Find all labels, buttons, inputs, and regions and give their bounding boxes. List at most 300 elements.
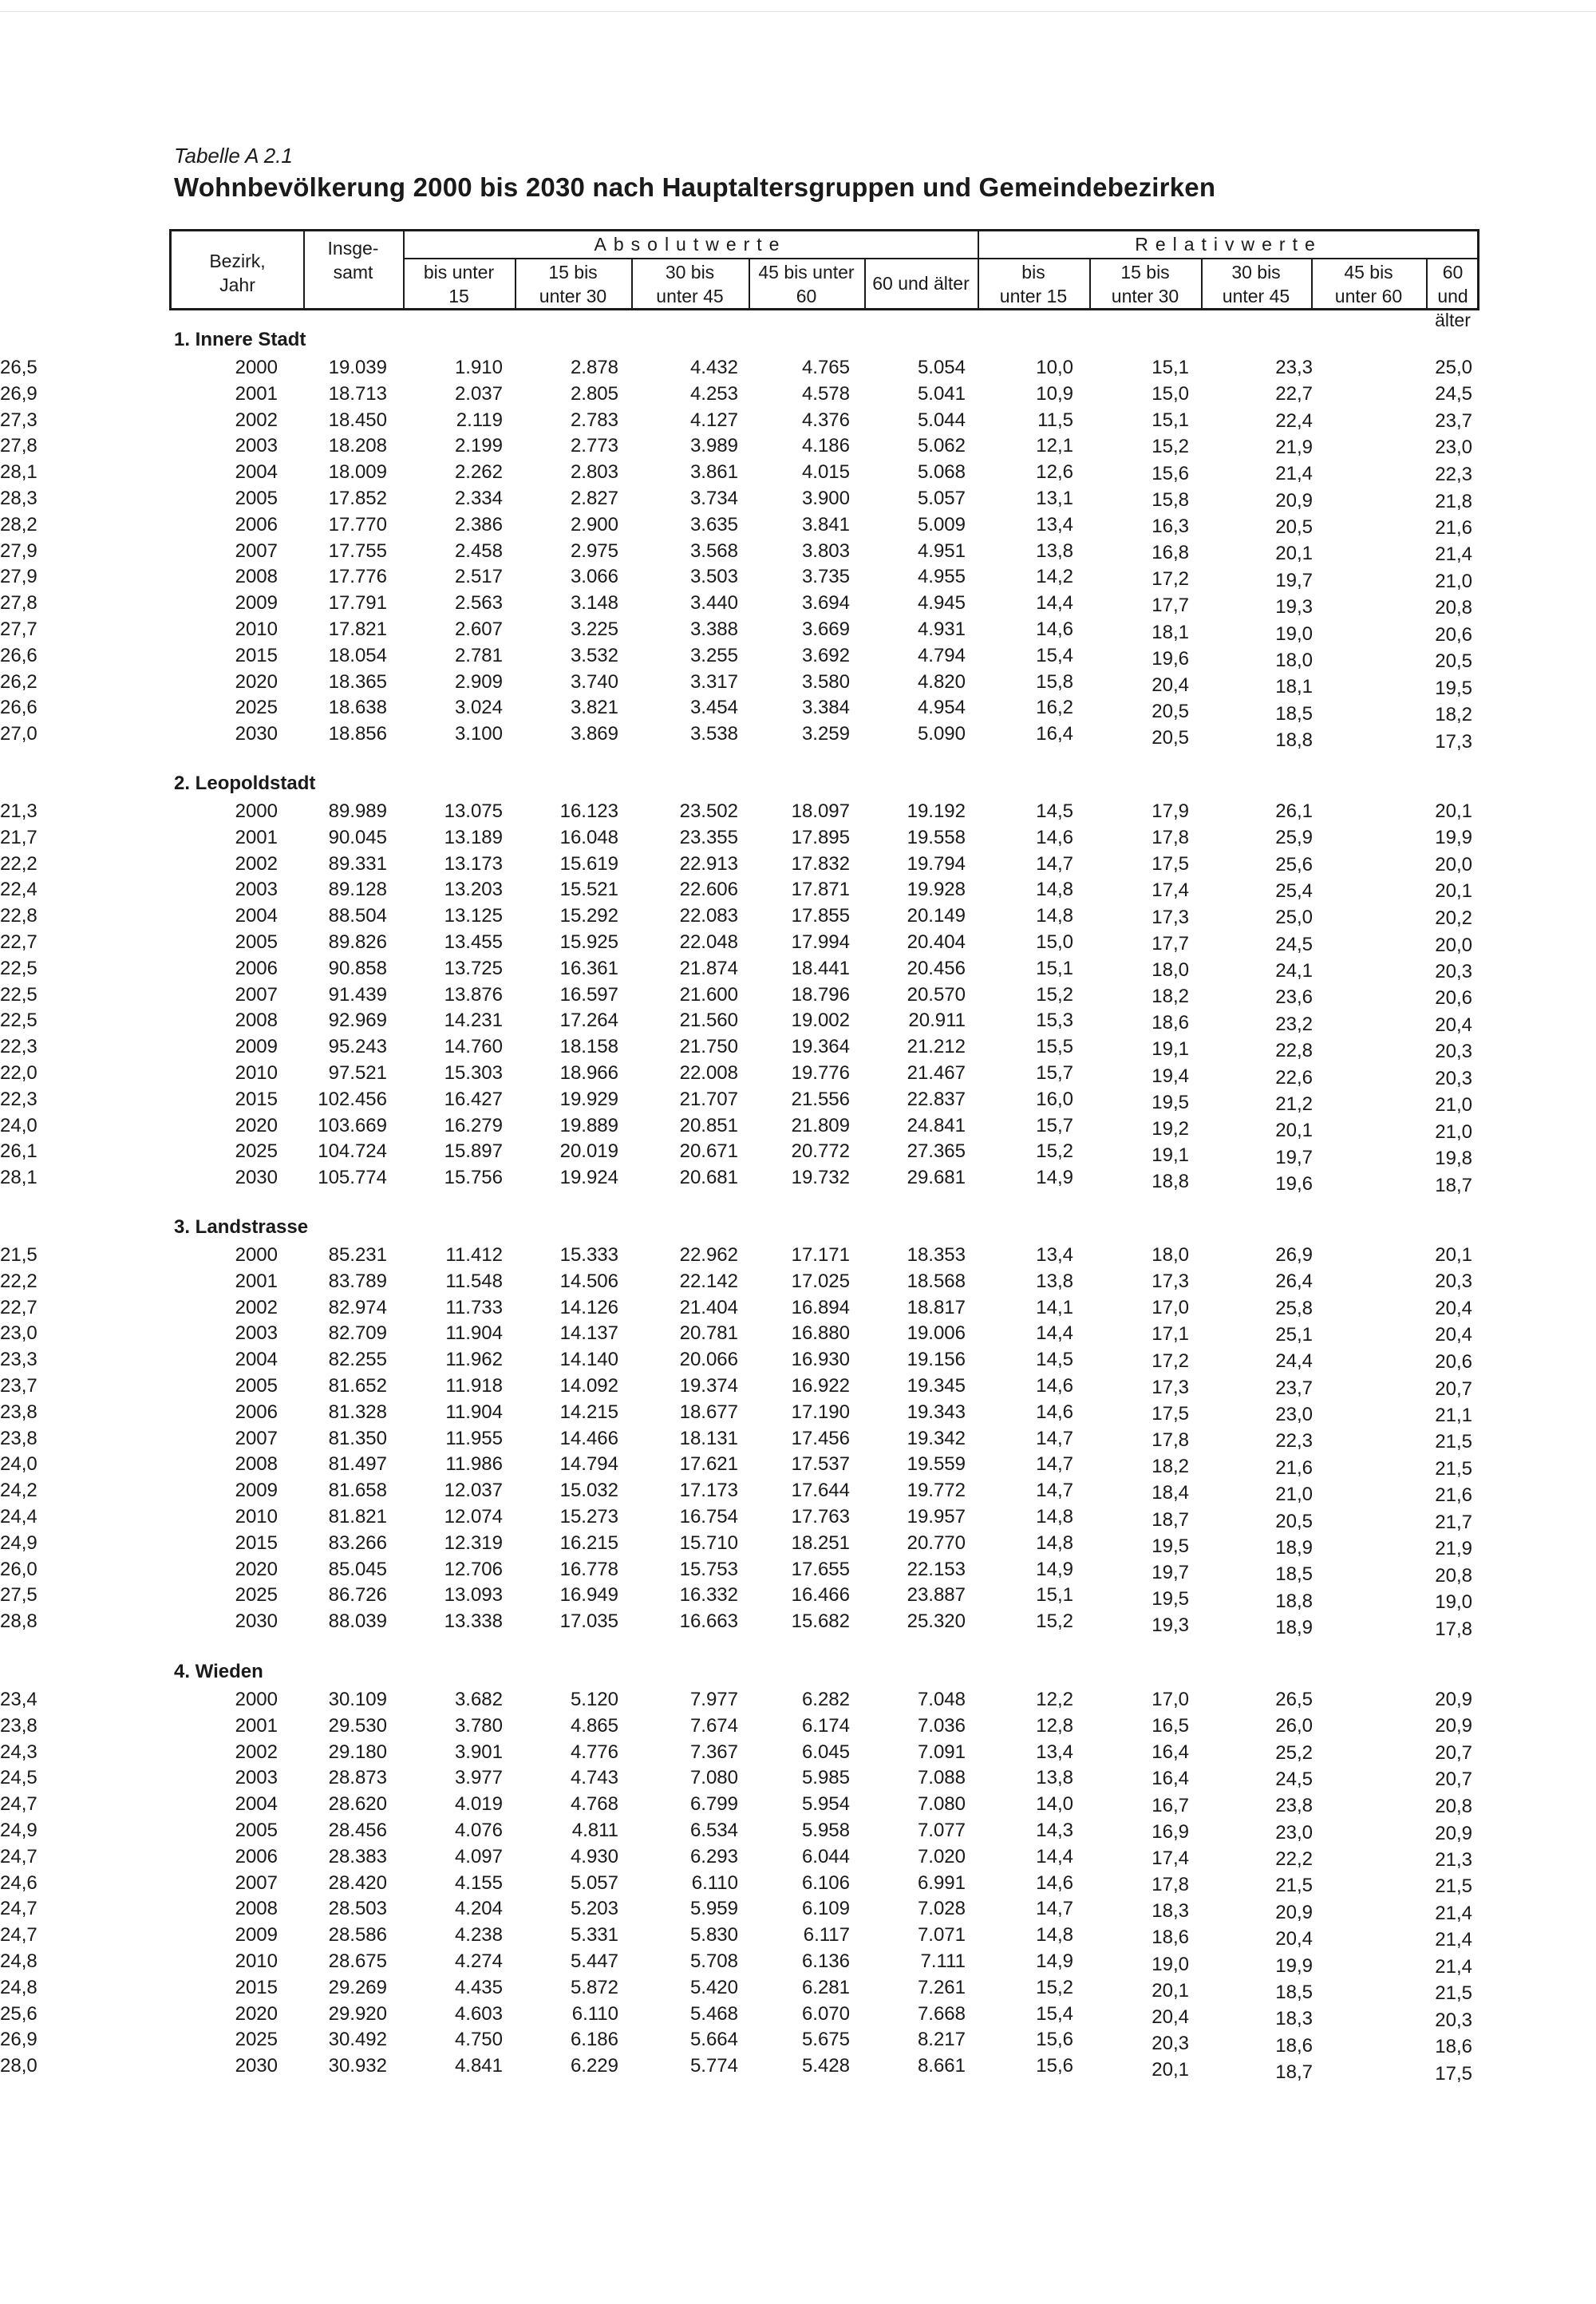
table-cell: 18,2 xyxy=(1435,704,1472,726)
cell-year: 2001 xyxy=(235,1714,278,1737)
table-cell: 21,0 xyxy=(1435,570,1472,592)
table-cell: 15,2 xyxy=(1036,1976,1073,1998)
table-cell: 20,1 xyxy=(1152,2059,1189,2081)
table-cell: 15.753 xyxy=(679,1558,738,1580)
table-cell: 15.521 xyxy=(559,879,618,901)
table-cell: 6.229 xyxy=(570,2055,618,2077)
table-cell: 6.070 xyxy=(801,2002,850,2025)
table-cell: 15,7 xyxy=(1036,1062,1073,1084)
table-cell: 18.966 xyxy=(559,1062,618,1084)
table-row xyxy=(0,1271,1596,1297)
table-cell: 15,0 xyxy=(1152,383,1189,405)
table-cell: 11.986 xyxy=(445,1453,503,1476)
table-cell: 19,5 xyxy=(1152,1535,1189,1557)
table-cell: 28.620 xyxy=(328,1793,387,1816)
table-cell: 15,8 xyxy=(1152,488,1189,511)
table-cell: 18,0 xyxy=(1275,649,1313,671)
table-cell: 3.734 xyxy=(689,488,738,509)
table-cell: 19,7 xyxy=(1152,1561,1189,1583)
table-cell: 15,1 xyxy=(1152,357,1189,378)
table-row xyxy=(0,800,1596,827)
table-cell: 3.580 xyxy=(801,670,850,693)
table-cell: 8.217 xyxy=(917,2029,966,2051)
table-cell: 13,8 xyxy=(1036,539,1073,562)
table-cell: 19,3 xyxy=(1275,596,1313,618)
table-cell: 17.537 xyxy=(791,1453,850,1476)
table-row xyxy=(0,1010,1596,1036)
table-cell: 4.019 xyxy=(454,1793,503,1816)
table-cell: 21,4 xyxy=(1435,1929,1472,1951)
table-cell: 15,8 xyxy=(1036,670,1073,693)
table-cell: 21,1 xyxy=(1435,1404,1472,1426)
table-cell: 13.455 xyxy=(444,931,503,953)
table-cell: 17.171 xyxy=(791,1244,850,1266)
table-cell: 18.441 xyxy=(791,957,850,979)
table-cell: 4.930 xyxy=(570,1845,618,1867)
table-cell: 14.215 xyxy=(559,1401,618,1423)
table-cell: 19.732 xyxy=(791,1167,850,1189)
table-row xyxy=(0,1062,1596,1089)
table-cell: 20,1 xyxy=(1435,1244,1472,1266)
table-cell: 18,1 xyxy=(1152,621,1189,643)
table-cell: 7.367 xyxy=(689,1741,738,1763)
table-cell: 3.821 xyxy=(570,697,618,719)
table-cell: 24,5 xyxy=(1275,933,1313,955)
table-cell: 19,2 xyxy=(1152,1117,1189,1140)
table-cell: 19.924 xyxy=(559,1167,618,1189)
table-cell: 15.897 xyxy=(444,1140,503,1163)
table-cell: 21,6 xyxy=(1435,516,1472,539)
table-cell: 4.841 xyxy=(454,2055,503,2077)
table-cell: 6.991 xyxy=(917,1871,966,1894)
table-cell: 29.920 xyxy=(328,2002,387,2025)
table-cell: 7.091 xyxy=(917,1741,966,1763)
table-row xyxy=(0,1244,1596,1271)
table-cell: 19.364 xyxy=(791,1036,850,1058)
table-cell: 20.671 xyxy=(679,1140,738,1163)
table-row xyxy=(0,1584,1596,1614)
table-cell: 95.243 xyxy=(328,1036,387,1058)
table-cell: 14.137 xyxy=(559,1322,618,1345)
table-cell: 82.709 xyxy=(328,1322,387,1345)
table-cell: 16.048 xyxy=(559,826,618,848)
table-cell: 13,1 xyxy=(1036,488,1073,509)
table-cell: 24,6 xyxy=(0,1871,38,1894)
scan-edge-line xyxy=(0,11,1596,12)
table-cell: 3.100 xyxy=(454,723,503,745)
table-cell: 4.945 xyxy=(917,592,966,615)
table-cell: 104.724 xyxy=(318,1140,387,1163)
table-cell: 5.420 xyxy=(689,1976,738,1998)
table-cell: 105.774 xyxy=(318,1167,387,1189)
table-cell: 18,9 xyxy=(1275,1616,1313,1638)
table-cell: 21,4 xyxy=(1435,1956,1472,1978)
table-cell: 20,3 xyxy=(1435,1271,1472,1293)
table-cell: 27,8 xyxy=(0,592,38,615)
table-cell: 26,9 xyxy=(0,382,38,405)
header-absolutwerte: Absolutwerte xyxy=(594,234,787,255)
table-cell: 2.262 xyxy=(454,461,503,484)
table-cell: 22,8 xyxy=(0,905,38,927)
table-cell: 7.080 xyxy=(689,1767,738,1789)
table-cell: 21.556 xyxy=(791,1088,850,1110)
table-cell: 6.117 xyxy=(803,1924,850,1946)
table-cell: 20.681 xyxy=(679,1167,738,1189)
district-heading: 3. Landstrasse xyxy=(174,1216,309,1238)
table-cell: 3.532 xyxy=(570,644,618,666)
table-cell: 17,3 xyxy=(1435,730,1472,753)
table-cell: 20,4 xyxy=(1435,1297,1472,1319)
table-cell: 19,5 xyxy=(1152,1587,1189,1610)
table-cell: 23,0 xyxy=(1435,437,1472,459)
table-cell: 22,5 xyxy=(0,983,38,1006)
table-row xyxy=(0,2003,1596,2029)
table-cell: 21,4 xyxy=(1435,543,1472,566)
table-cell: 30.109 xyxy=(328,1689,387,1710)
table-cell: 18,0 xyxy=(1152,1244,1189,1266)
table-cell: 17,2 xyxy=(1152,568,1189,591)
table-cell: 21,5 xyxy=(1435,1457,1472,1480)
cell-year: 2020 xyxy=(235,1114,278,1136)
table-cell: 3.861 xyxy=(689,461,738,484)
table-cell: 18.353 xyxy=(907,1244,966,1266)
table-cell: 17,3 xyxy=(1152,1271,1189,1293)
table-cell: 27.365 xyxy=(907,1140,966,1163)
table-cell: 89.989 xyxy=(328,800,387,822)
table-cell: 17.832 xyxy=(791,852,850,875)
table-cell: 21,5 xyxy=(1435,1431,1472,1453)
table-cell: 88.504 xyxy=(328,905,387,927)
table-cell: 2.803 xyxy=(570,461,618,484)
table-cell: 19,9 xyxy=(1275,1954,1313,1977)
table-cell: 3.384 xyxy=(801,697,850,719)
table-cell: 2.783 xyxy=(570,409,618,431)
table-cell: 3.869 xyxy=(570,723,618,745)
table-cell: 18,5 xyxy=(1275,1563,1313,1586)
table-cell: 24,7 xyxy=(0,1793,38,1816)
table-cell: 11.962 xyxy=(445,1349,503,1371)
table-cell: 3.900 xyxy=(801,488,850,509)
table-cell: 17.035 xyxy=(559,1610,618,1633)
table-cell: 20,6 xyxy=(1435,624,1472,646)
table-cell: 22.962 xyxy=(679,1244,738,1266)
table-cell: 103.669 xyxy=(318,1114,387,1136)
table-cell: 14,4 xyxy=(1036,1322,1073,1345)
table-cell: 21.212 xyxy=(907,1036,966,1058)
table-cell: 5.664 xyxy=(689,2029,738,2051)
table-row xyxy=(0,671,1596,698)
table-cell: 25,1 xyxy=(1275,1324,1313,1346)
table-cell: 28.873 xyxy=(328,1767,387,1789)
cell-year: 2003 xyxy=(235,1767,278,1789)
table-cell: 19,3 xyxy=(1152,1614,1189,1637)
cell-year: 2007 xyxy=(235,1427,278,1449)
cell-year: 2010 xyxy=(235,1506,278,1527)
table-row xyxy=(0,488,1596,514)
table-cell: 15,6 xyxy=(1036,2055,1073,2077)
table-cell: 18,5 xyxy=(1275,1981,1313,2003)
table-cell: 7.036 xyxy=(917,1714,966,1737)
table-cell: 11.733 xyxy=(445,1296,503,1318)
table-caption: Tabelle A 2.1 xyxy=(174,144,293,168)
table-cell: 19.374 xyxy=(679,1375,738,1397)
table-row xyxy=(0,1453,1596,1480)
table-cell: 17.655 xyxy=(791,1558,850,1580)
table-cell: 17,0 xyxy=(1152,1689,1189,1710)
table-cell: 22,4 xyxy=(0,879,38,901)
table-cell: 18,0 xyxy=(1152,958,1189,981)
table-cell: 81.658 xyxy=(328,1480,387,1502)
table-cell: 20.772 xyxy=(791,1140,850,1163)
table-cell: 18,2 xyxy=(1152,1456,1189,1478)
table-cell: 21,6 xyxy=(1435,1484,1472,1507)
cell-year: 2000 xyxy=(235,1244,278,1266)
table-cell: 6.110 xyxy=(571,2002,618,2025)
table-cell: 17.994 xyxy=(791,931,850,953)
table-cell: 23,8 xyxy=(0,1427,38,1449)
table-cell: 28,2 xyxy=(0,513,38,535)
table-cell: 13.125 xyxy=(444,905,503,927)
table-row xyxy=(0,1506,1596,1532)
table-cell: 5.057 xyxy=(570,1871,618,1894)
table-cell: 12,1 xyxy=(1036,435,1073,457)
table-row xyxy=(0,984,1596,1010)
table-cell: 22,2 xyxy=(0,852,38,875)
table-cell: 18,6 xyxy=(1152,1012,1189,1034)
table-cell: 15,2 xyxy=(1152,436,1189,458)
table-cell: 20,3 xyxy=(1435,1041,1472,1063)
table-row xyxy=(0,383,1596,409)
cell-year: 2004 xyxy=(235,461,278,484)
table-cell: 5.985 xyxy=(801,1767,850,1789)
table-cell: 21,4 xyxy=(1435,1902,1472,1924)
table-cell: 15,7 xyxy=(1036,1114,1073,1136)
table-cell: 4.253 xyxy=(689,382,738,405)
table-row xyxy=(0,1610,1596,1640)
table-cell: 24,3 xyxy=(0,1741,38,1763)
table-cell: 17,8 xyxy=(1435,1618,1472,1640)
table-cell: 18.796 xyxy=(791,983,850,1006)
table-cell: 20.851 xyxy=(679,1114,738,1136)
table-cell: 3.635 xyxy=(689,513,738,535)
table-cell: 20,0 xyxy=(1435,853,1472,875)
table-cell: 16.279 xyxy=(444,1114,503,1136)
table-cell: 20,1 xyxy=(1152,1979,1189,2002)
table-cell: 11.904 xyxy=(445,1322,503,1345)
table-cell: 22.153 xyxy=(907,1558,966,1580)
table-cell: 12,2 xyxy=(1036,1689,1073,1710)
cell-year: 2006 xyxy=(235,513,278,535)
header-insgesamt: Insge- samt xyxy=(327,238,379,283)
table-cell: 21,0 xyxy=(1435,1094,1472,1116)
table-cell: 81.350 xyxy=(328,1427,387,1449)
table-cell: 16,0 xyxy=(1036,1088,1073,1110)
table-cell: 21.467 xyxy=(907,1062,966,1084)
table-cell: 24,7 xyxy=(0,1924,38,1946)
table-cell: 25,6 xyxy=(1275,853,1313,875)
table-cell: 5.830 xyxy=(689,1924,738,1946)
table-cell: 13.189 xyxy=(444,826,503,848)
table-row xyxy=(0,566,1596,592)
table-cell: 14,7 xyxy=(1036,1427,1073,1449)
table-row xyxy=(0,1167,1596,1196)
table-cell: 23.887 xyxy=(907,1584,966,1606)
table-cell: 27,5 xyxy=(0,1584,38,1606)
table-cell: 3.735 xyxy=(801,566,850,588)
table-cell: 7.048 xyxy=(917,1689,966,1710)
table-cell: 20,4 xyxy=(1435,1014,1472,1036)
table-cell: 21.600 xyxy=(679,983,738,1006)
table-cell: 19,7 xyxy=(1275,1146,1313,1168)
table-cell: 4.951 xyxy=(917,539,966,562)
table-cell: 17,1 xyxy=(1152,1323,1189,1346)
table-cell: 86.726 xyxy=(328,1584,387,1606)
cell-year: 2001 xyxy=(235,826,278,848)
table-cell: 18.054 xyxy=(328,644,387,666)
cell-year: 2003 xyxy=(235,1322,278,1345)
table-cell: 10,0 xyxy=(1036,357,1073,378)
table-cell: 18.677 xyxy=(679,1401,738,1423)
cell-year: 2004 xyxy=(235,1793,278,1816)
table-cell: 17,5 xyxy=(1435,2062,1472,2085)
table-cell: 20.781 xyxy=(679,1322,738,1345)
table-cell: 21,8 xyxy=(1435,490,1472,512)
table-cell: 85.045 xyxy=(328,1558,387,1580)
table-cell: 20.066 xyxy=(679,1349,738,1371)
table-cell: 20,4 xyxy=(1152,674,1189,696)
table-cell: 14,8 xyxy=(1036,879,1073,901)
table-cell: 1.910 xyxy=(454,357,503,378)
table-cell: 19,4 xyxy=(1152,1065,1189,1087)
table-cell: 23,0 xyxy=(0,1322,38,1345)
table-cell: 23,4 xyxy=(0,1689,38,1710)
table-cell: 23,3 xyxy=(0,1349,38,1371)
table-cell: 5.954 xyxy=(801,1793,850,1816)
table-cell: 20,9 xyxy=(1435,1689,1472,1710)
table-cell: 24,9 xyxy=(0,1820,38,1841)
table-cell: 5.708 xyxy=(689,1950,738,1972)
table-row xyxy=(0,905,1596,931)
table-cell: 7.080 xyxy=(917,1793,966,1816)
table-cell: 14.506 xyxy=(559,1270,618,1292)
table-cell: 89.128 xyxy=(328,879,387,901)
table-cell: 17.776 xyxy=(328,566,387,588)
table-cell: 16.663 xyxy=(679,1610,738,1633)
table-cell: 22,3 xyxy=(1275,1430,1313,1452)
table-cell: 3.740 xyxy=(570,670,618,693)
table-cell: 4.376 xyxy=(801,409,850,431)
table-cell: 28,0 xyxy=(0,2055,38,2077)
table-cell: 17.855 xyxy=(791,905,850,927)
table-row xyxy=(0,2055,1596,2085)
table-cell: 4.765 xyxy=(801,357,850,378)
cell-year: 2030 xyxy=(235,1610,278,1633)
table-cell: 5.447 xyxy=(570,1950,618,1972)
cell-year: 2000 xyxy=(235,1689,278,1710)
table-cell: 18,8 xyxy=(1152,1171,1189,1193)
header-abs-60-plus: 60 und älter xyxy=(872,273,970,294)
table-cell: 20,9 xyxy=(1435,1822,1472,1844)
table-cell: 11,5 xyxy=(1037,409,1073,431)
table-cell: 14.140 xyxy=(559,1349,618,1371)
table-cell: 81.821 xyxy=(328,1506,387,1527)
table-cell: 17.190 xyxy=(791,1401,850,1423)
table-cell: 6.110 xyxy=(691,1871,738,1894)
table-row xyxy=(0,1297,1596,1323)
table-cell: 14.231 xyxy=(444,1010,503,1032)
table-cell: 3.692 xyxy=(801,644,850,666)
table-cell: 22,3 xyxy=(1435,463,1472,485)
table-cell: 13.075 xyxy=(444,800,503,822)
table-row xyxy=(0,1428,1596,1454)
table-cell: 17.173 xyxy=(679,1480,738,1502)
table-cell: 24,5 xyxy=(1435,383,1472,405)
cell-year: 2008 xyxy=(235,566,278,588)
table-cell: 24,1 xyxy=(1275,960,1313,982)
table-row xyxy=(0,879,1596,905)
table-cell: 14,5 xyxy=(1036,1349,1073,1371)
table-cell: 18,7 xyxy=(1435,1174,1472,1196)
table-cell: 20.404 xyxy=(907,931,966,953)
table-title: Wohnbevölkerung 2000 bis 2030 nach Hauptaltersgruppen und Gemeindebezirken xyxy=(174,172,1216,202)
table-cell: 19.002 xyxy=(791,1010,850,1032)
table-cell: 26,9 xyxy=(0,2029,38,2051)
cell-year: 2010 xyxy=(235,1062,278,1084)
table-cell: 30.492 xyxy=(328,2029,387,2051)
table-cell: 13,4 xyxy=(1036,513,1073,535)
table-cell: 3.454 xyxy=(689,697,738,719)
table-cell: 4.238 xyxy=(454,1924,503,1946)
table-cell: 19,6 xyxy=(1275,1172,1313,1195)
table-cell: 19,6 xyxy=(1152,647,1189,670)
table-cell: 2.563 xyxy=(454,592,503,615)
table-cell: 5.203 xyxy=(570,1898,618,1920)
table-cell: 21.809 xyxy=(791,1114,850,1136)
table-row xyxy=(0,1950,1596,1977)
table-cell: 20,3 xyxy=(1435,1068,1472,1089)
cell-year: 2003 xyxy=(235,879,278,901)
table-cell: 16.930 xyxy=(791,1349,850,1371)
table-cell: 17.621 xyxy=(679,1453,738,1476)
table-row xyxy=(0,1820,1596,1846)
table-row xyxy=(0,461,1596,488)
cell-year: 2000 xyxy=(235,357,278,378)
table-row xyxy=(0,1689,1596,1715)
table-cell: 20,4 xyxy=(1152,2006,1189,2028)
table-cell: 26,9 xyxy=(1275,1244,1313,1266)
table-row xyxy=(0,2029,1596,2058)
table-row xyxy=(0,1480,1596,1506)
header-rel-60-plus: 60 und älter xyxy=(1435,262,1471,330)
table-cell: 15,0 xyxy=(1036,931,1073,953)
table-cell: 16.466 xyxy=(791,1584,850,1606)
table-row xyxy=(0,1741,1596,1768)
table-cell: 18,2 xyxy=(1152,986,1189,1008)
table-cell: 21,9 xyxy=(1275,437,1313,459)
table-cell: 17,0 xyxy=(1152,1297,1189,1319)
table-row xyxy=(0,618,1596,645)
table-row xyxy=(0,1089,1596,1115)
table-cell: 20,1 xyxy=(1435,800,1472,822)
table-cell: 16.894 xyxy=(791,1296,850,1318)
table-cell: 16.427 xyxy=(444,1088,503,1110)
table-cell: 18,3 xyxy=(1275,2008,1313,2030)
table-cell: 29.681 xyxy=(907,1167,966,1189)
table-cell: 16.880 xyxy=(791,1322,850,1345)
table-cell: 14.760 xyxy=(444,1036,503,1058)
table-cell: 6.136 xyxy=(801,1950,850,1972)
table-cell: 5.872 xyxy=(570,1976,618,1998)
